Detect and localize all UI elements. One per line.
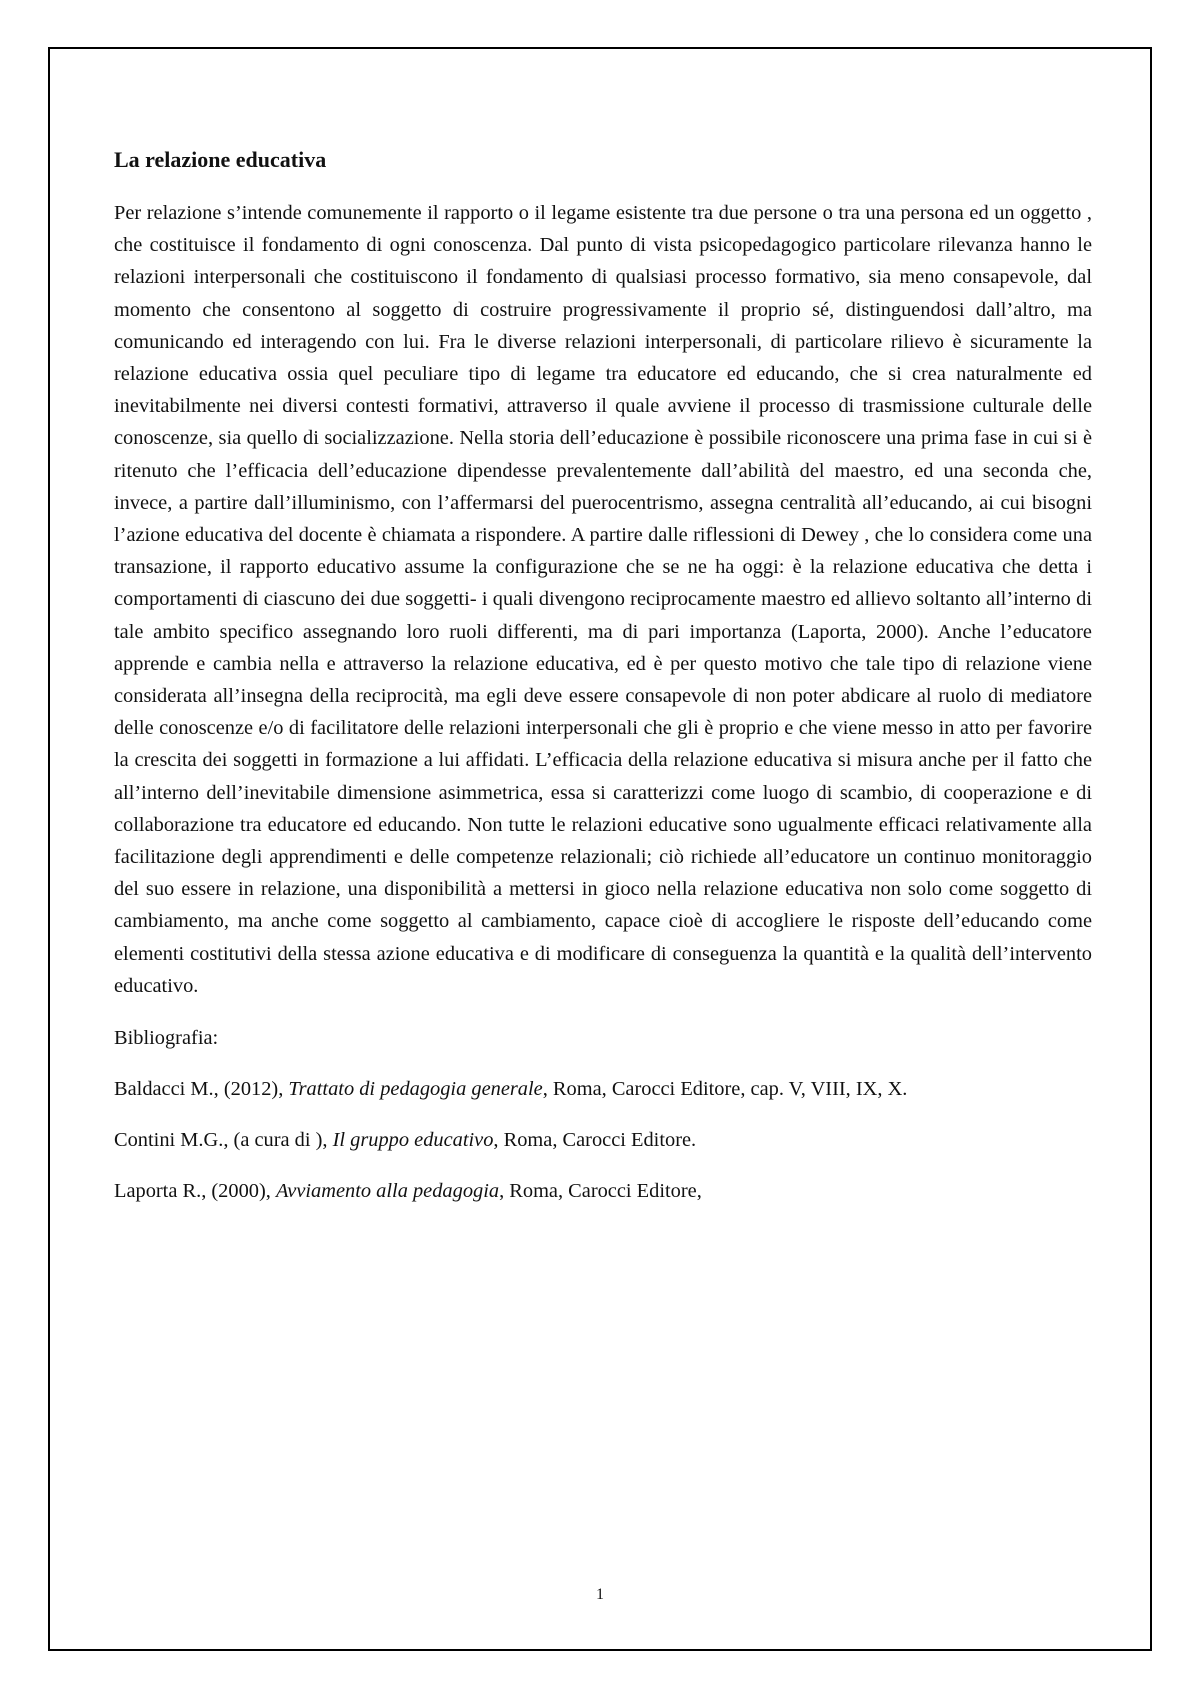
- bibliography-entry: [114, 1073, 1092, 1105]
- bib-publisher: , Roma, Carocci Editore,: [499, 1180, 702, 1203]
- bibliography-heading: Bibliografia:: [114, 1027, 219, 1050]
- bib-publisher: , Roma, Carocci Editore, cap. V, VIII, IX, X.: [542, 1078, 908, 1101]
- bibliography-entry: [114, 1124, 1092, 1156]
- bib-publisher: , Roma, Carocci Editore.: [493, 1129, 697, 1152]
- document-title: La relazione educativa: [114, 147, 327, 172]
- bib-author-year: Laporta R., (2000),: [114, 1180, 276, 1203]
- bib-author-year: Contini M.G., (a cura di ),: [114, 1129, 333, 1152]
- document-body: [114, 145, 1092, 1207]
- bib-work-title: Il gruppo educativo: [332, 1129, 494, 1152]
- main-paragraph: Per relazione s’intende comunemente il rapporto o il legame esistente tra due persone o tra una persona ed un oggetto , che costituisce il fondamento di ogni conoscenza. Dal punto di vista psicopedagogico particolare rilevanza hanno le relazioni interpersonali che costituiscono il fondamento di qualsiasi processo formativo, sia meno consapevole, dal momento che consentono al soggetto di costruire progressivamente il proprio sé, distinguendosi dall’altro, ma comunicando ed interagendo con lui. Fra le diverse relazioni interpersonali, di particolare rilievo è sicuramente la relazione educativa ossia quel peculiare tipo di legame tra educatore ed educando, che si crea naturalmente ed inevitabilmente nei diversi contesti formativi, attraverso il quale avviene il processo di trasmissione culturale delle conoscenze, sia quello di socializzazione. Nella storia dell’educazione è possibile riconoscere una prima fase in cui si è ritenuto che l’efficacia dell’educazione dipendesse prevalentemente dall’abilità del maestro, ed una seconda che, invece, a partire dall’illuminismo, con l’affermarsi del puerocentrismo, assegna centralità all’educando, ai cui bisogni l’azione educativa del docente è chiamata a rispondere. A partire dalle riflessioni di Dewey , che lo considera come una transazione, il rapporto educativo assume la configurazione che se ne ha oggi: è la relazione educativa che detta i comportamenti di ciascuno dei due soggetti- i quali divengono reciprocamente maestro ed allievo soltanto all’interno di tale ambito specifico assegnando loro ruoli differenti, ma di pari importanza (Laporta, 2000). Anche l’educatore apprende e cambia nella e attraverso la relazione educativa, ed è per questo motivo che tale tipo di relazione viene considerata all’insegna della reciprocità, ma egli deve essere consapevole di non poter abdicare al ruolo di mediatore delle conoscenze e/o di facilitatore delle relazioni interpersonali che gli è proprio e che viene messo in atto per favorire la crescita dei soggetti in formazione a lui affidati. L’efficacia della relazione educativa si misura anche per il fatto che all’interno dell’inevitabile dimensione asimmetrica, essa si caratterizzi come luogo di scambio, di cooperazione e di collaborazione tra educatore ed educando. Non tutte le relazioni educative sono ugualmente efficaci relativamente alla facilitazione degli apprendimenti e delle competenze relazionali; ciò richiede all’educatore un continuo monitoraggio del suo essere in relazione, una disponibilità a mettersi in gioco nella relazione educativa non solo come soggetto di cambiamento, ma anche come soggetto al cambiamento, capace cioè di accogliere le risposte dell’educando come elementi costitutivi della stessa azione educativa e di modificare di conseguenza la quantità e la qualità dell’intervento educativo.: [114, 202, 1092, 997]
- bib-author-year: Baldacci M., (2012),: [114, 1078, 289, 1101]
- bibliography-entry: [114, 1175, 1092, 1207]
- page-number: 1: [596, 1586, 604, 1603]
- bib-work-title: Trattato di pedagogia generale: [288, 1078, 543, 1101]
- bib-work-title: Avviamento alla pedagogia: [275, 1180, 500, 1203]
